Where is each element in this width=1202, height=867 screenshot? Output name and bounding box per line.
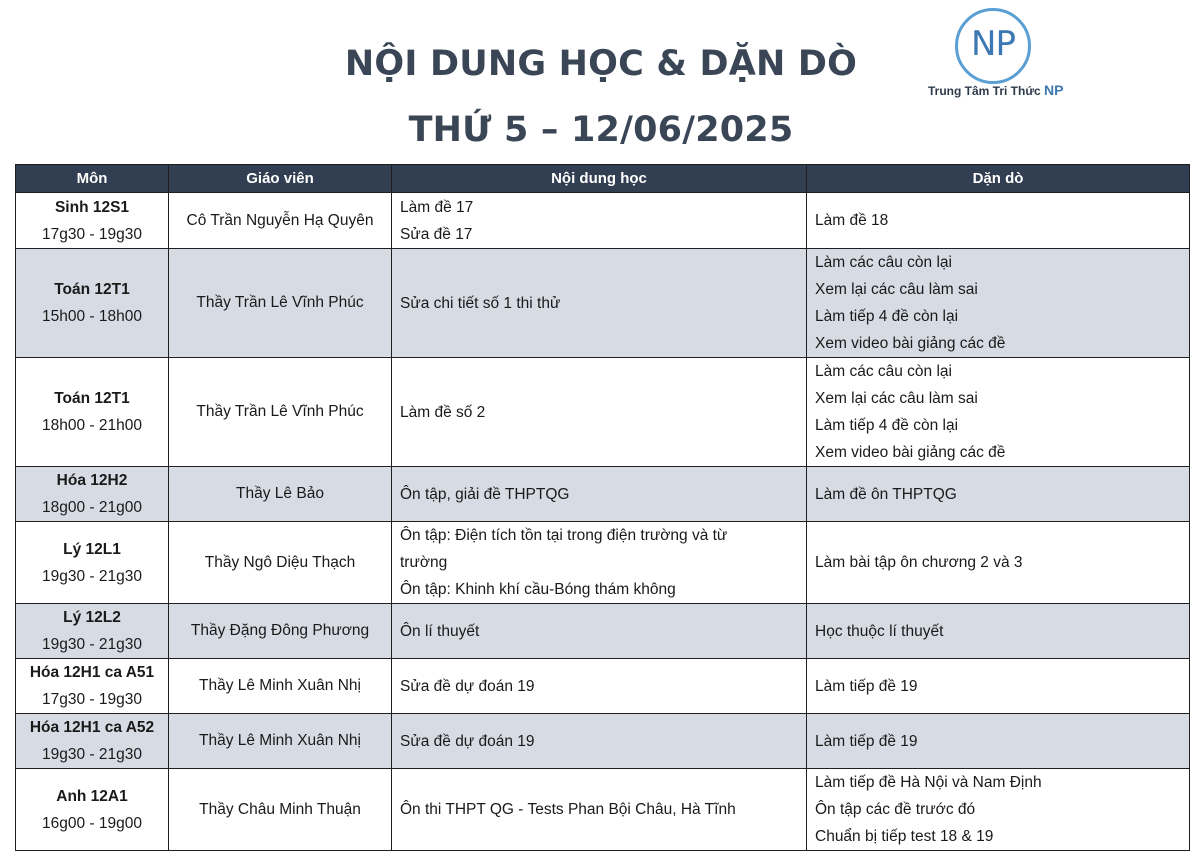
homework-cell: Làm tiếp đề Hà Nội và Nam Định Ôn tập các đề trước đó Chuẩn bị tiếp test 18 & 19 (807, 769, 1190, 851)
homework-cell: Làm các câu còn lại Xem lại các câu làm sai Làm tiếp 4 đề còn lại Xem video bài giảng các đề (807, 249, 1190, 358)
teacher-cell: Thầy Ngô Diệu Thạch (169, 522, 392, 604)
homework-cell: Làm tiếp đề 19 (807, 714, 1190, 769)
logo-caption: Trung Tâm Tri Thức NP (928, 82, 1064, 98)
homework-cell: Làm các câu còn lại Xem lại các câu làm sai Làm tiếp 4 đề còn lại Xem video bài giảng các đề (807, 358, 1190, 467)
table-row (16, 193, 1190, 249)
content-cell: Làm đề số 2 (392, 358, 807, 467)
teacher-cell: Thầy Lê Minh Xuân Nhị (169, 714, 392, 769)
content-cell: Ôn thi THPT QG - Tests Phan Bội Châu, Hà Tĩnh (392, 769, 807, 851)
table-row (16, 249, 1190, 358)
schedule-table (15, 164, 1190, 851)
content-cell: Sửa đề dự đoán 19 (392, 714, 807, 769)
teacher-cell: Thầy Đặng Đông Phương (169, 604, 392, 659)
table-row (16, 604, 1190, 659)
homework-cell: Làm tiếp đề 19 (807, 659, 1190, 714)
table-row (16, 769, 1190, 851)
teacher-cell: Thầy Lê Bảo (169, 467, 392, 522)
content-cell: Làm đề 17 Sửa đề 17 (392, 193, 807, 249)
teacher-cell: Thầy Trần Lê Vĩnh Phúc (169, 249, 392, 358)
column-header-teacher: Giáo viên (169, 165, 392, 193)
table-row (16, 522, 1190, 604)
subject-cell: Hóa 12H1 ca A52 19g30 - 21g30 (16, 714, 169, 769)
subject-cell: Lý 12L1 19g30 - 21g30 (16, 522, 169, 604)
column-header-subject: Môn (16, 165, 169, 193)
column-header-homework: Dặn dò (807, 165, 1190, 193)
logo-letters: NP (971, 24, 1015, 64)
subject-cell: Anh 12A1 16g00 - 19g00 (16, 769, 169, 851)
table-header-row (16, 165, 1190, 193)
subject-cell: Hóa 12H1 ca A51 17g30 - 19g30 (16, 659, 169, 714)
table-row (16, 358, 1190, 467)
table-row (16, 467, 1190, 522)
subject-cell: Toán 12T1 15h00 - 18h00 (16, 249, 169, 358)
table-row (16, 714, 1190, 769)
teacher-cell: Cô Trần Nguyễn Hạ Quyên (169, 193, 392, 249)
homework-cell: Làm bài tập ôn chương 2 và 3 (807, 522, 1190, 604)
subject-cell: Lý 12L2 19g30 - 21g30 (16, 604, 169, 659)
teacher-cell: Thầy Lê Minh Xuân Nhị (169, 659, 392, 714)
table-row (16, 659, 1190, 714)
center-logo (928, 8, 1064, 102)
content-cell: Ôn lí thuyết (392, 604, 807, 659)
subject-cell: Sinh 12S1 17g30 - 19g30 (16, 193, 169, 249)
page-subtitle-date: THỨ 5 – 12/06/2025 (408, 110, 794, 150)
teacher-cell: Thầy Châu Minh Thuận (169, 769, 392, 851)
content-cell: Ôn tập, giải đề THPTQG (392, 467, 807, 522)
subject-cell: Hóa 12H2 18g00 - 21g00 (16, 467, 169, 522)
content-cell: Ôn tập: Điện tích tồn tại trong điện trường và từ trường Ôn tập: Khinh khí cầu-Bóng thám không (392, 522, 807, 604)
content-cell: Sửa đề dự đoán 19 (392, 659, 807, 714)
subject-cell: Toán 12T1 18h00 - 21h00 (16, 358, 169, 467)
teacher-cell: Thầy Trần Lê Vĩnh Phúc (169, 358, 392, 467)
content-cell: Sửa chi tiết số 1 thi thử (392, 249, 807, 358)
page-title: NỘI DUNG HỌC & DẶN DÒ (344, 44, 858, 84)
homework-cell: Làm đề 18 (807, 193, 1190, 249)
homework-cell: Học thuộc lí thuyết (807, 604, 1190, 659)
column-header-content: Nội dung học (392, 165, 807, 193)
homework-cell: Làm đề ôn THPTQG (807, 467, 1190, 522)
